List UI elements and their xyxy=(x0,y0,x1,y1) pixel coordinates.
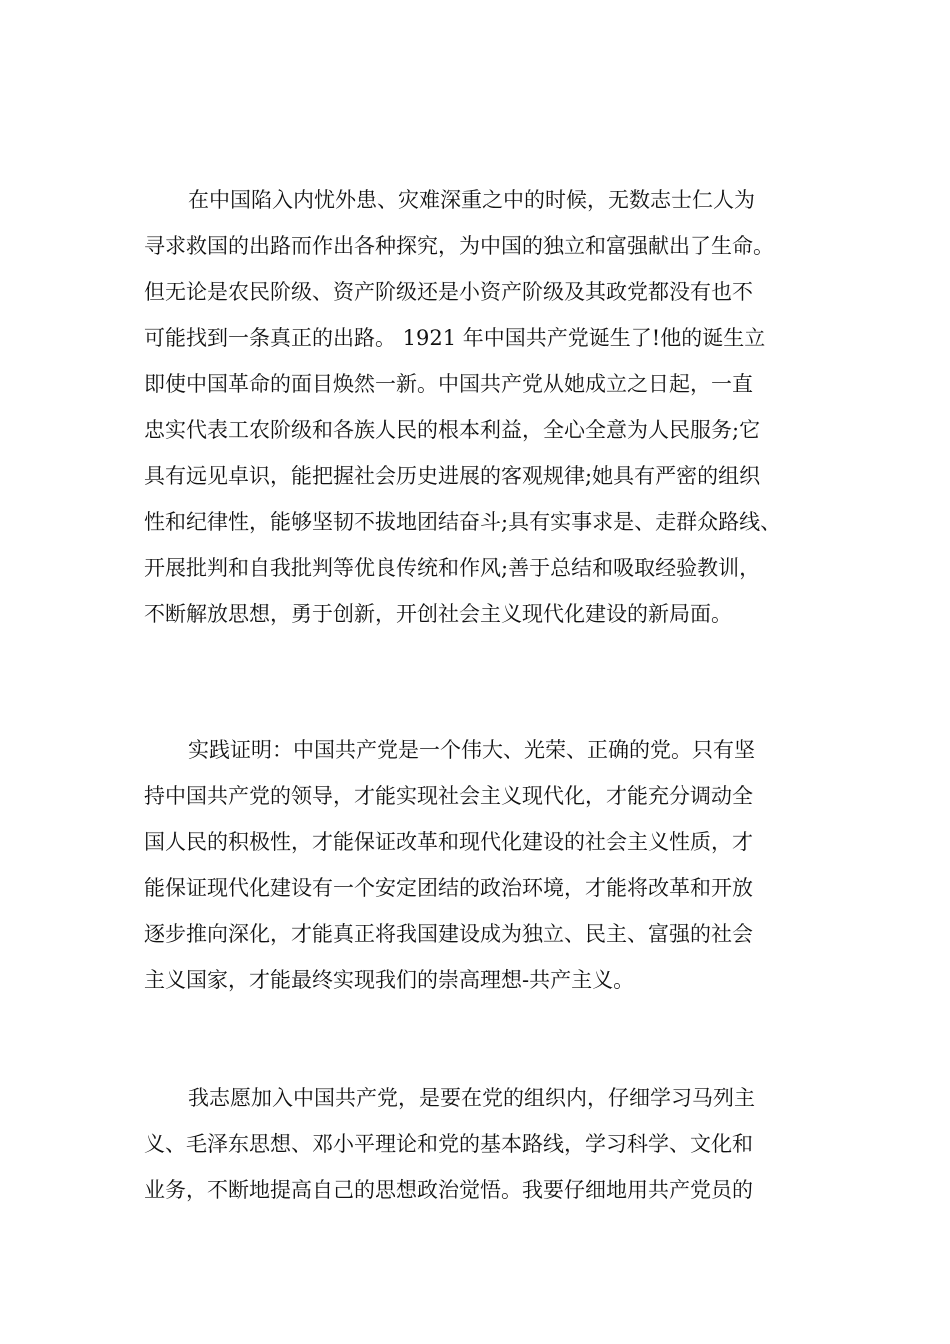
paragraph-line: 能保证现代化建设有一个安定团结的政治环境，才能将改革和开放 xyxy=(144,876,753,900)
paragraph-line: 国人民的积极性，才能保证改革和现代化建设的社会主义性质，才 xyxy=(144,830,753,854)
paragraph-line: 实践证明：中国共产党是一个伟大、光荣、正确的党。只有坚 xyxy=(188,738,755,762)
paragraph-line: 寻求救国的出路而作出各种探究，为中国的独立和富强献出了生命。 xyxy=(144,234,774,258)
paragraph-line: 但无论是农民阶级、资产阶级还是小资产阶级及其政党都没有也不 xyxy=(144,280,753,304)
paragraph-line: 逐步推向深化，才能真正将我国建设成为独立、民主、富强的社会 xyxy=(144,922,753,946)
paragraph-3 xyxy=(144,1075,824,1213)
paragraph-line: 在中国陷入内忧外患、灾难深重之中的时候，无数志士仁人为 xyxy=(188,188,755,212)
paragraph-line: 可能找到一条真正的出路。 1921 年中国共产党诞生了!他的诞生立 xyxy=(144,326,766,350)
paragraph-line: 主义国家，才能最终实现我们的崇高理想-共产主义。 xyxy=(144,968,635,992)
paragraph-line: 具有远见卓识，能把握社会历史进展的客观规律;她具有严密的组织 xyxy=(144,464,761,488)
paragraph-line: 性和纪律性，能够坚韧不拔地团结奋斗;具有实事求是、走群众路线、 xyxy=(144,510,782,534)
paragraph-line: 开展批判和自我批判等优良传统和作风;善于总结和吸取经验教训， xyxy=(144,556,761,580)
paragraph-line: 忠实代表工农阶级和各族人民的根本利益，全心全意为人民服务;它 xyxy=(144,418,761,442)
paragraph-line: 即使中国革命的面目焕然一新。中国共产党从她成立之日起，一直 xyxy=(144,372,753,396)
paragraph-line: 不断解放思想，勇于创新，开创社会主义现代化建设的新局面。 xyxy=(144,602,732,626)
paragraph-2 xyxy=(144,727,824,1003)
paragraph-1 xyxy=(144,177,824,637)
paragraph-line: 我志愿加入中国共产党，是要在党的组织内，仔细学习马列主 xyxy=(188,1086,755,1110)
paragraph-line: 业务，不断地提高自己的思想政治觉悟。我要仔细地用共产党员的 xyxy=(144,1178,753,1202)
paragraph-line: 义、毛泽东思想、邓小平理论和党的基本路线，学习科学、文化和 xyxy=(144,1132,753,1156)
paragraph-line: 持中国共产党的领导，才能实现社会主义现代化，才能充分调动全 xyxy=(144,784,753,808)
